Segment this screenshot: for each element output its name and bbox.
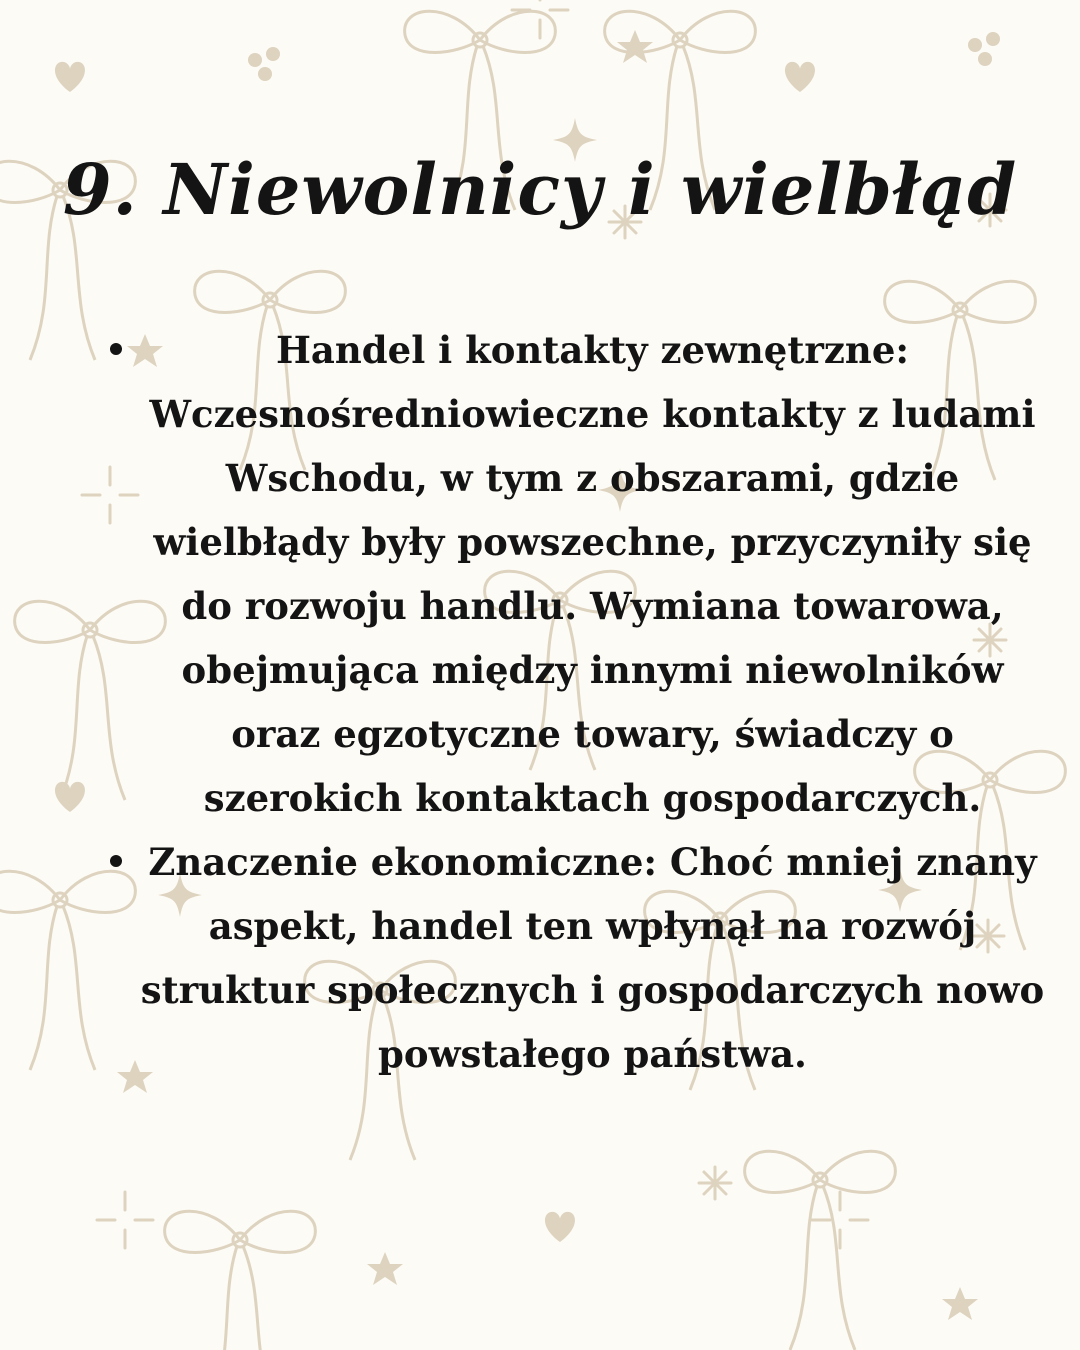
bullet-icon: [110, 855, 122, 867]
bullet-list: [100, 318, 1045, 1086]
list-item: [100, 318, 1045, 830]
bullet-text: Znaczenie ekonomiczne: Choć mniej znany aspekt, handel ten wpłynął na rozwój struktur społecznych i gospodarczych nowo powstałego państwa.: [140, 840, 1045, 1076]
bullet-icon: [110, 343, 122, 355]
list-item: [100, 830, 1045, 1086]
bullet-text: Handel i kontakty zewnętrzne: Wczesnośredniowieczne kontakty z ludami Wschodu, w tym z obszarami, gdzie wielbłądy były powszechne, przyczyniły się do rozwoju handlu. Wymiana towarowa, obejmująca między innymi niewolników oraz egzotyczne towary, świadczy o szerokich kontaktach gospodarczych.: [149, 328, 1036, 820]
slide-title: 9. Niewolnicy i wielbłąd: [62, 148, 1018, 231]
